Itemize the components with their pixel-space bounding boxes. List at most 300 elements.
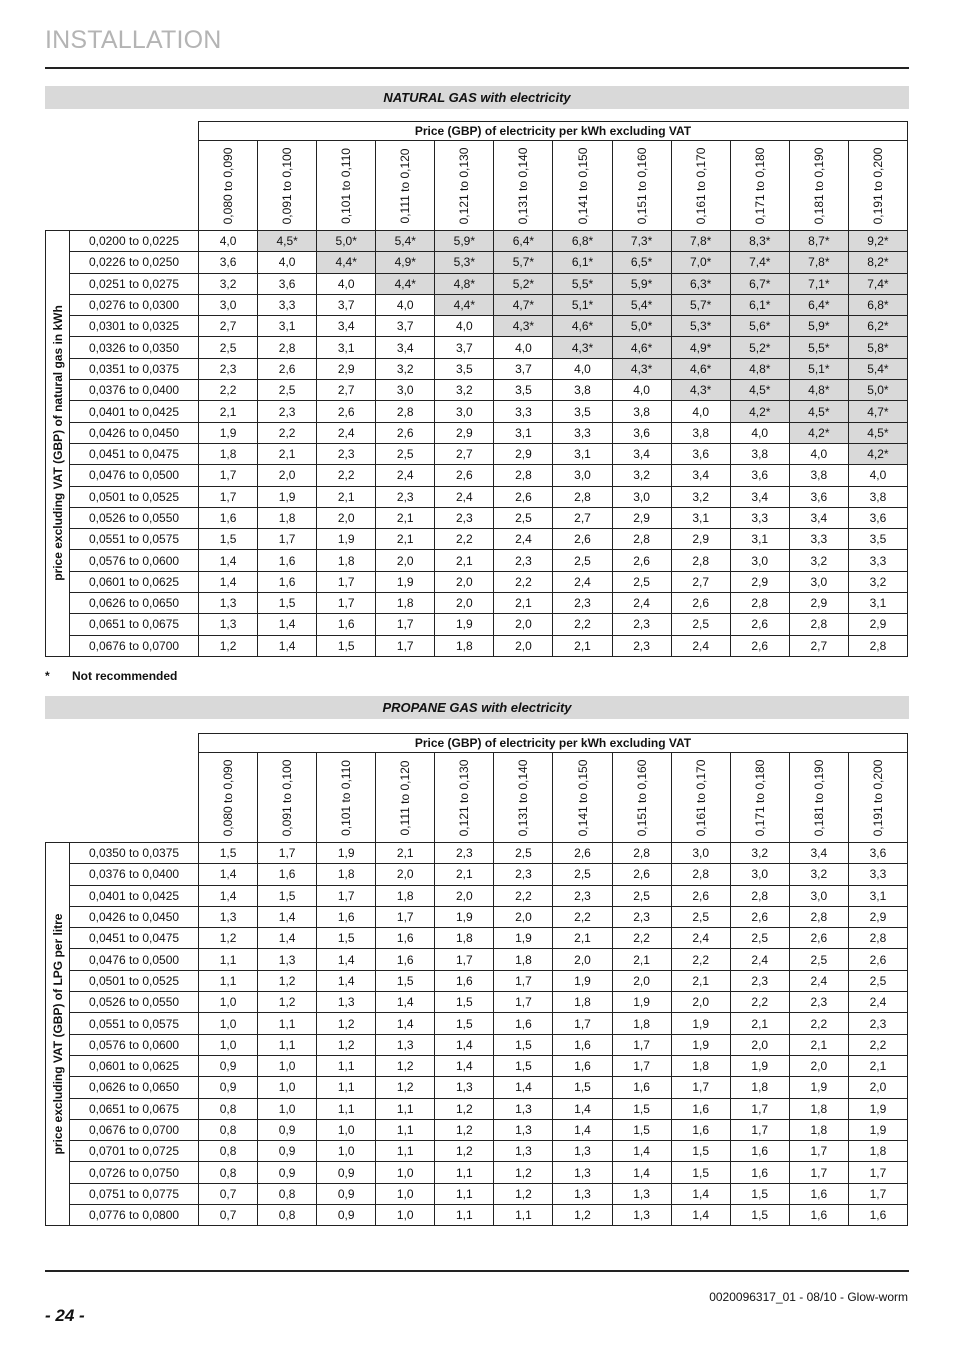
row-range: 0,0776 to 0,0800 [70, 1205, 199, 1226]
value-cell: 1,4 [435, 1034, 494, 1055]
value-cell: 1,9 [494, 928, 553, 949]
value-cell: 2,5 [553, 864, 612, 885]
row-range: 0,0476 to 0,0500 [70, 465, 199, 486]
page-title: INSTALLATION [45, 26, 222, 54]
table-row [46, 273, 908, 294]
value-cell: 1,3 [612, 1205, 671, 1226]
value-cell: 4,0 [553, 358, 612, 379]
value-cell: 2,0 [671, 992, 730, 1013]
value-cell: 5,2* [730, 337, 789, 358]
column-header-label: 0,121 to 0,130 [457, 147, 472, 224]
value-cell: 7,4* [730, 252, 789, 273]
value-cell: 1,2 [199, 635, 258, 656]
value-cell: 2,1 [553, 635, 612, 656]
value-cell: 0,8 [199, 1098, 258, 1119]
value-cell: 2,0 [376, 864, 435, 885]
value-cell: 7,4* [848, 273, 907, 294]
value-cell: 2,7 [789, 635, 848, 656]
column-header-label: 0,131 to 0,140 [516, 759, 531, 836]
table-row [46, 358, 908, 379]
row-axis-label [46, 231, 70, 657]
value-cell: 2,6 [612, 550, 671, 571]
value-cell: 1,4 [376, 992, 435, 1013]
value-cell: 2,6 [789, 928, 848, 949]
value-cell: 6,7* [730, 273, 789, 294]
value-cell: 4,0 [199, 231, 258, 252]
table-row [46, 422, 908, 443]
value-cell: 1,2 [435, 1098, 494, 1119]
value-cell: 1,0 [258, 1055, 317, 1076]
row-range: 0,0401 to 0,0425 [70, 885, 199, 906]
value-cell: 1,5 [317, 635, 376, 656]
value-cell: 2,2 [494, 885, 553, 906]
value-cell: 1,1 [376, 1098, 435, 1119]
column-header-label: 0,111 to 0,120 [398, 760, 413, 835]
value-cell: 1,4 [258, 614, 317, 635]
column-header-label: 0,091 to 0,100 [280, 759, 295, 836]
value-cell: 3,2 [199, 273, 258, 294]
value-cell: 0,8 [199, 1141, 258, 1162]
value-cell: 2,7 [317, 380, 376, 401]
column-header [848, 141, 907, 231]
value-cell: 2,1 [612, 949, 671, 970]
value-cell: 2,6 [317, 401, 376, 422]
value-cell: 3,0 [435, 401, 494, 422]
value-cell: 4,5* [730, 380, 789, 401]
table-row [46, 843, 908, 864]
table-row [46, 885, 908, 906]
column-header [258, 141, 317, 231]
value-cell: 2,5 [494, 843, 553, 864]
value-cell: 1,7 [730, 1119, 789, 1140]
value-cell: 3,3 [848, 864, 907, 885]
value-cell: 1,4 [199, 885, 258, 906]
row-range: 0,0376 to 0,0400 [70, 864, 199, 885]
value-cell: 2,4 [671, 928, 730, 949]
value-cell: 0,9 [199, 1077, 258, 1098]
value-cell: 2,0 [435, 885, 494, 906]
value-cell: 2,7 [553, 507, 612, 528]
column-header-label: 0,181 to 0,190 [811, 759, 826, 836]
value-cell: 3,6 [848, 843, 907, 864]
value-cell: 5,9* [789, 316, 848, 337]
value-cell: 2,0 [435, 593, 494, 614]
value-cell: 2,4 [848, 992, 907, 1013]
value-cell: 1,4 [553, 1098, 612, 1119]
value-cell: 1,7 [199, 486, 258, 507]
value-cell: 2,6 [848, 949, 907, 970]
value-cell: 6,4* [494, 231, 553, 252]
value-cell: 0,9 [317, 1205, 376, 1226]
value-cell: 1,3 [199, 906, 258, 927]
table-row [46, 614, 908, 635]
value-cell: 1,7 [376, 614, 435, 635]
value-cell: 4,0 [789, 443, 848, 464]
value-cell: 5,8* [848, 337, 907, 358]
value-cell: 7,8* [671, 231, 730, 252]
value-cell: 1,1 [199, 949, 258, 970]
table-row [46, 316, 908, 337]
value-cell: 1,1 [376, 1119, 435, 1140]
value-cell: 3,1 [671, 507, 730, 528]
row-axis-label [46, 843, 70, 1226]
value-cell: 3,7 [317, 294, 376, 315]
value-cell: 2,8 [730, 885, 789, 906]
table-row [46, 1162, 908, 1183]
value-cell: 3,1 [494, 422, 553, 443]
value-cell: 1,6 [848, 1205, 907, 1226]
value-cell: 4,2* [730, 401, 789, 422]
value-cell: 2,0 [494, 906, 553, 927]
value-cell: 2,5 [258, 380, 317, 401]
value-cell: 1,1 [435, 1205, 494, 1226]
value-cell: 2,5 [730, 928, 789, 949]
value-cell: 2,3 [494, 550, 553, 571]
value-cell: 1,6 [376, 949, 435, 970]
natural-gas-table [45, 121, 908, 657]
value-cell: 1,5 [435, 992, 494, 1013]
value-cell: 4,6* [612, 337, 671, 358]
table-row [46, 443, 908, 464]
row-range: 0,0751 to 0,0775 [70, 1183, 199, 1204]
value-cell: 3,2 [612, 465, 671, 486]
value-cell: 5,3* [671, 316, 730, 337]
value-cell: 2,1 [494, 593, 553, 614]
value-cell: 7,1* [789, 273, 848, 294]
value-cell: 2,1 [258, 443, 317, 464]
value-cell: 1,8 [553, 992, 612, 1013]
value-cell: 3,2 [435, 380, 494, 401]
value-cell: 1,9 [435, 906, 494, 927]
column-header-label: 0,111 to 0,120 [398, 148, 413, 223]
value-cell: 1,4 [199, 864, 258, 885]
value-cell: 2,5 [789, 949, 848, 970]
value-cell: 0,9 [258, 1162, 317, 1183]
value-cell: 4,0 [494, 337, 553, 358]
value-cell: 5,2* [494, 273, 553, 294]
value-cell: 4,7* [494, 294, 553, 315]
value-cell: 1,9 [730, 1055, 789, 1076]
value-cell: 1,3 [494, 1098, 553, 1119]
column-header [612, 753, 671, 843]
value-cell: 1,4 [671, 1183, 730, 1204]
value-cell: 1,6 [671, 1119, 730, 1140]
value-cell: 4,0 [376, 294, 435, 315]
value-cell: 1,1 [199, 970, 258, 991]
value-cell: 1,2 [494, 1183, 553, 1204]
value-cell: 3,7 [435, 337, 494, 358]
value-cell: 1,6 [199, 507, 258, 528]
value-cell: 1,4 [612, 1141, 671, 1162]
value-cell: 1,8 [494, 949, 553, 970]
value-cell: 6,8* [848, 294, 907, 315]
table-row [46, 507, 908, 528]
value-cell: 8,2* [848, 252, 907, 273]
table-row [46, 992, 908, 1013]
value-cell: 3,2 [671, 486, 730, 507]
column-header [317, 141, 376, 231]
value-cell: 2,2 [199, 380, 258, 401]
value-cell: 1,6 [317, 906, 376, 927]
value-cell: 4,2* [789, 422, 848, 443]
value-cell: 2,8 [789, 906, 848, 927]
value-cell: 9,2* [848, 231, 907, 252]
row-range: 0,0501 to 0,0525 [70, 970, 199, 991]
value-cell: 7,3* [612, 231, 671, 252]
column-header-label: 0,101 to 0,110 [339, 147, 354, 224]
value-cell: 1,5 [376, 970, 435, 991]
value-cell: 6,2* [848, 316, 907, 337]
value-cell: 2,4 [671, 635, 730, 656]
value-cell: 4,5* [789, 401, 848, 422]
column-header [789, 753, 848, 843]
value-cell: 1,7 [376, 906, 435, 927]
value-cell: 2,8 [494, 465, 553, 486]
value-cell: 1,7 [199, 465, 258, 486]
table-row [46, 550, 908, 571]
value-cell: 5,7* [494, 252, 553, 273]
value-cell: 1,7 [494, 970, 553, 991]
value-cell: 2,6 [730, 635, 789, 656]
footer-rule [45, 1270, 909, 1272]
value-cell: 2,9 [494, 443, 553, 464]
table-row [46, 337, 908, 358]
value-cell: 4,4* [376, 273, 435, 294]
value-cell: 2,4 [789, 970, 848, 991]
table-row [46, 294, 908, 315]
row-range: 0,0401 to 0,0425 [70, 401, 199, 422]
value-cell: 2,3 [435, 843, 494, 864]
value-cell: 5,9* [435, 231, 494, 252]
value-cell: 1,9 [258, 486, 317, 507]
value-cell: 3,6 [612, 422, 671, 443]
value-cell: 1,7 [317, 593, 376, 614]
value-cell: 5,5* [553, 273, 612, 294]
value-cell: 4,2* [848, 443, 907, 464]
row-range: 0,0651 to 0,0675 [70, 1098, 199, 1119]
value-cell: 7,0* [671, 252, 730, 273]
table-row [46, 529, 908, 550]
value-cell: 3,2 [376, 358, 435, 379]
value-cell: 1,7 [258, 529, 317, 550]
value-cell: 1,8 [671, 1055, 730, 1076]
value-cell: 2,1 [848, 1055, 907, 1076]
column-header [612, 141, 671, 231]
value-cell: 4,3* [671, 380, 730, 401]
value-cell: 2,9 [317, 358, 376, 379]
value-cell: 2,6 [671, 593, 730, 614]
value-cell: 3,6 [730, 465, 789, 486]
value-cell: 5,3* [435, 252, 494, 273]
value-cell: 2,2 [848, 1034, 907, 1055]
value-cell: 2,8 [258, 337, 317, 358]
value-cell: 4,3* [612, 358, 671, 379]
value-cell: 4,4* [317, 252, 376, 273]
value-cell: 2,4 [317, 422, 376, 443]
table-row [46, 380, 908, 401]
value-cell: 4,8* [789, 380, 848, 401]
value-cell: 3,2 [730, 843, 789, 864]
value-cell: 3,6 [789, 486, 848, 507]
value-cell: 5,0* [612, 316, 671, 337]
column-header-label: 0,151 to 0,160 [634, 759, 649, 836]
value-cell: 1,1 [376, 1141, 435, 1162]
page-number: - 24 - [45, 1306, 85, 1325]
value-cell: 2,4 [435, 486, 494, 507]
value-cell: 5,9* [612, 273, 671, 294]
value-cell: 3,3 [789, 529, 848, 550]
column-header [199, 141, 258, 231]
value-cell: 2,2 [494, 571, 553, 592]
row-range: 0,0551 to 0,0575 [70, 1013, 199, 1034]
column-header [553, 141, 612, 231]
value-cell: 3,0 [376, 380, 435, 401]
column-header [848, 753, 907, 843]
value-cell: 1,2 [494, 1162, 553, 1183]
value-cell: 2,1 [730, 1013, 789, 1034]
value-cell: 1,5 [494, 1055, 553, 1076]
value-cell: 3,4 [376, 337, 435, 358]
value-cell: 1,0 [258, 1077, 317, 1098]
value-cell: 3,1 [848, 593, 907, 614]
row-range: 0,0701 to 0,0725 [70, 1141, 199, 1162]
value-cell: 2,2 [258, 422, 317, 443]
value-cell: 4,6* [671, 358, 730, 379]
value-cell: 2,0 [553, 949, 612, 970]
value-cell: 1,3 [612, 1183, 671, 1204]
value-cell: 2,0 [612, 970, 671, 991]
value-cell: 5,4* [612, 294, 671, 315]
value-cell: 6,1* [553, 252, 612, 273]
value-cell: 4,5* [848, 422, 907, 443]
footnote [45, 669, 177, 683]
value-cell: 4,8* [435, 273, 494, 294]
value-cell: 4,0 [435, 316, 494, 337]
value-cell: 4,0 [671, 401, 730, 422]
value-cell: 1,1 [317, 1098, 376, 1119]
value-cell: 5,0* [848, 380, 907, 401]
row-range: 0,0626 to 0,0650 [70, 1077, 199, 1098]
value-cell: 2,5 [494, 507, 553, 528]
value-cell: 2,3 [317, 443, 376, 464]
value-cell: 4,0 [730, 422, 789, 443]
value-cell: 2,1 [435, 864, 494, 885]
value-cell: 1,3 [435, 1077, 494, 1098]
value-cell: 0,9 [317, 1183, 376, 1204]
value-cell: 0,7 [199, 1183, 258, 1204]
value-cell: 2,7 [671, 571, 730, 592]
row-range: 0,0601 to 0,0625 [70, 571, 199, 592]
value-cell: 0,8 [199, 1162, 258, 1183]
value-cell: 2,6 [494, 486, 553, 507]
value-cell: 1,4 [199, 571, 258, 592]
value-cell: 3,1 [258, 316, 317, 337]
row-range: 0,0526 to 0,0550 [70, 507, 199, 528]
row-range: 0,0526 to 0,0550 [70, 992, 199, 1013]
value-cell: 1,2 [258, 970, 317, 991]
value-cell: 3,4 [730, 486, 789, 507]
value-cell: 1,5 [671, 1141, 730, 1162]
value-cell: 2,5 [671, 614, 730, 635]
value-cell: 1,7 [730, 1098, 789, 1119]
value-cell: 5,1* [553, 294, 612, 315]
value-cell: 2,3 [258, 401, 317, 422]
value-cell: 2,2 [553, 906, 612, 927]
value-cell: 2,1 [199, 401, 258, 422]
value-cell: 2,7 [199, 316, 258, 337]
value-cell: 2,8 [671, 550, 730, 571]
value-cell: 3,5 [848, 529, 907, 550]
value-cell: 2,4 [553, 571, 612, 592]
value-cell: 5,5* [789, 337, 848, 358]
value-cell: 2,6 [258, 358, 317, 379]
value-cell: 2,3 [848, 1013, 907, 1034]
value-cell: 1,4 [258, 928, 317, 949]
column-header-label: 0,101 to 0,110 [339, 759, 354, 836]
row-axis-label-text: price excluding VAT (GBP) of LPG per litre [50, 913, 65, 1155]
value-cell: 2,2 [612, 928, 671, 949]
value-cell: 2,9 [789, 593, 848, 614]
value-cell: 1,6 [258, 864, 317, 885]
value-cell: 2,5 [199, 337, 258, 358]
row-range: 0,0576 to 0,0600 [70, 550, 199, 571]
footnote-marker: * [45, 669, 50, 683]
value-cell: 1,5 [730, 1183, 789, 1204]
row-range: 0,0676 to 0,0700 [70, 1119, 199, 1140]
column-header-label: 0,151 to 0,160 [634, 147, 649, 224]
value-cell: 3,5 [553, 401, 612, 422]
value-cell: 2,0 [435, 571, 494, 592]
value-cell: 2,3 [435, 507, 494, 528]
value-cell: 2,3 [730, 970, 789, 991]
propane-price-header: Price (GBP) of electricity per kWh excluding VAT [199, 734, 908, 753]
row-axis-label-text: price excluding VAT (GBP) of natural gas in kWh [50, 305, 65, 582]
value-cell: 2,9 [848, 614, 907, 635]
table-row [46, 1077, 908, 1098]
table-row [46, 906, 908, 927]
value-cell: 2,8 [612, 843, 671, 864]
value-cell: 2,2 [553, 614, 612, 635]
table-row [46, 252, 908, 273]
value-cell: 2,3 [612, 635, 671, 656]
row-range: 0,0426 to 0,0450 [70, 906, 199, 927]
value-cell: 1,9 [317, 529, 376, 550]
value-cell: 2,9 [435, 422, 494, 443]
value-cell: 2,8 [553, 486, 612, 507]
column-header-label: 0,191 to 0,200 [870, 759, 885, 836]
column-header-label: 0,171 to 0,180 [752, 759, 767, 836]
value-cell: 2,5 [612, 885, 671, 906]
header-rule [45, 67, 909, 69]
value-cell: 2,2 [317, 465, 376, 486]
value-cell: 5,7* [671, 294, 730, 315]
value-cell: 3,0 [789, 571, 848, 592]
value-cell: 1,4 [317, 949, 376, 970]
value-cell: 1,5 [730, 1205, 789, 1226]
table-row [46, 571, 908, 592]
value-cell: 2,8 [848, 928, 907, 949]
value-cell: 1,5 [199, 529, 258, 550]
value-cell: 1,7 [612, 1055, 671, 1076]
value-cell: 1,2 [199, 928, 258, 949]
value-cell: 3,8 [848, 486, 907, 507]
value-cell: 2,4 [494, 529, 553, 550]
value-cell: 1,9 [317, 843, 376, 864]
value-cell: 2,2 [789, 1013, 848, 1034]
value-cell: 2,1 [671, 970, 730, 991]
value-cell: 1,3 [553, 1141, 612, 1162]
value-cell: 2,7 [435, 443, 494, 464]
